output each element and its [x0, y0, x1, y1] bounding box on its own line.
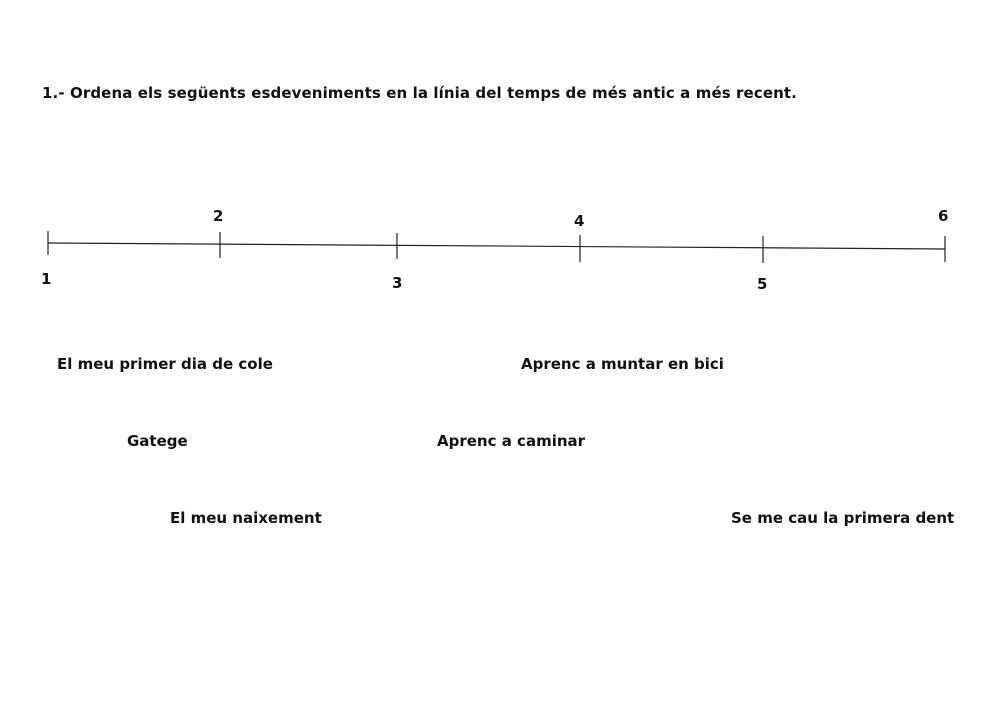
timeline-label-6: 6 — [938, 207, 949, 225]
event-card-birth[interactable]: El meu naixement — [170, 509, 322, 527]
timeline-axis — [48, 243, 945, 249]
timeline-label-1: 1 — [41, 270, 52, 288]
timeline-label-5: 5 — [757, 275, 768, 293]
event-card-walking[interactable]: Aprenc a caminar — [437, 432, 586, 450]
timeline — [0, 0, 1000, 320]
exercise-instruction: 1.- Ordena els següents esdeveniments en la línia del temps de més antic a més recent. — [42, 84, 797, 102]
event-card-crawling[interactable]: Gatege — [127, 432, 188, 450]
event-card-first-tooth[interactable]: Se me cau la primera dent — [731, 509, 955, 527]
event-card-first-school-day[interactable]: El meu primer dia de cole — [57, 355, 273, 373]
timeline-label-2: 2 — [213, 207, 224, 225]
event-card-ride-bike[interactable]: Aprenc a muntar en bici — [521, 355, 724, 373]
timeline-label-4: 4 — [574, 212, 585, 230]
timeline-label-3: 3 — [392, 274, 403, 292]
